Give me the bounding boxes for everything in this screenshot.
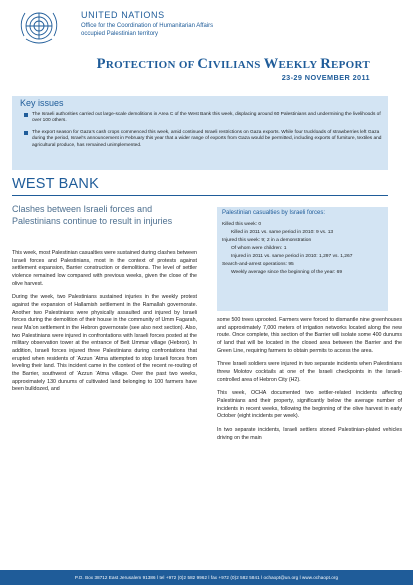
key-issues-box [12, 96, 388, 170]
footer-contact: P.O. Box 38712 East Jerusalem 91386 l tel +972 (0)2 582 9962 l fax +972 (0)2 582 5841 l ochaopt@un.org l www.ochaopt.org [74, 575, 339, 580]
un-emblem-icon [12, 6, 66, 50]
section-heading: WEST BANK [12, 176, 99, 192]
square-bullet-icon [24, 113, 28, 117]
section-divider [12, 195, 388, 196]
paragraph: some 500 trees uprooted. Farmers were forced to dismantle nine greenhouses and approximately 7,000 meters of irrigation networks located along the new route. Once complete, this section of the Barrier will isolate some 400 dunums of land that will be located in the closed area between the Barrier and the Green Line, requiring farmers to obtain permits to access the area. [217, 317, 402, 354]
casualties-title: Palestinian casualties by Israeli forces: [222, 210, 326, 216]
paragraph: During the week, two Palestinians sustained injuries in the weekly protest against the expansion of Hallamish settlement in the Ramallah governorate. Another two Palestinians were physically assaulted and injured by Israeli forces during the demolition of their house in the community of Umm Fagarah, near Ma’on settlement in the Hebron governorate (see also next section). Also, two Palestinians were injured in confrontations with Israeli forces posted at the military observation tower at the entrance of Beit Ummar village (Hebron). In addition, Israeli forces injured three Palestinians during confrontations that erupted when residents of ‘Azzun ‘Atma attempted to stop Israeli forces from leveling their land. This incident came in the context of the recent re-routing of the Barrier, southwest of ‘Azzun ‘Atma village. Over the past two weeks, approximately 130 dunums of cultivated land belonging to 100 farmers have been bulldozed, and [12, 294, 197, 393]
report-date: 23-29 NOVEMBER 2011 [281, 73, 370, 82]
paragraph: In two separate incidents, Israeli settlers stoned Palestinian-plated vehicles driving on the main [217, 426, 402, 441]
title-part: C [197, 56, 209, 72]
title-part: EPORT [330, 59, 370, 71]
casualty-line: Of whom were children: 1 [231, 246, 287, 251]
paragraph: This week, most Palestinian casualties were sustained during clashes between Israeli forces and Palestinians, most in the context of protests against settlement expansion, Barrier construction or demolitions. The level of settler violence remained low compared with previous weeks, given the close of the olive harvest. [12, 250, 197, 287]
title-part: IVILIANS [208, 59, 264, 71]
report-header [0, 0, 413, 90]
paragraph: This week, OCHA documented two settler-related incidents affecting Palestinians and their property, significantly below the average number of incidents in recent weeks, following the beginning of the olive harvest in early October (eight incidents per week). [217, 390, 402, 420]
key-issue-item [32, 112, 382, 125]
key-issue-item [32, 130, 382, 149]
title-part: R [320, 56, 331, 72]
square-bullet-icon [24, 131, 28, 135]
title-part: P [96, 56, 106, 72]
casualty-line: Injured this week: 9; 2 in a demonstration [222, 238, 312, 243]
right-column [217, 317, 402, 448]
casualty-line: Weekly average since the beginning of the year: 69 [231, 270, 343, 275]
casualty-line: Search-and-arrest operations: 95 [222, 262, 294, 267]
article-title: Clashes between Israeli forces and Palestinians continue to result in injuries [12, 204, 173, 226]
casualty-line: Killed in 2011 vs. same period in 2010: 9 vs. 13 [231, 230, 334, 235]
casualty-line: Killed this week: 0 [222, 222, 262, 227]
org-block [81, 10, 213, 38]
org-office: Office for the Coordination of Humanitarian Affairs [81, 23, 214, 29]
title-part: EEKLY [278, 59, 321, 71]
key-issue-text: The export season for Gaza’s cash crops commenced this week, amid continued Israeli restrictions on Gaza exports. While four truckloads of strawberries left Gaza during the period, Israel’s announcement in February this year that a wider range of exports from Gaza would be permitted, including exports of furniture, textiles and agricultural produce, has remained unimplemented. [32, 130, 382, 148]
key-issue-text: The Israeli authorities carried out large-scale demolitions in Area C of the West Bank this week, displacing around 60 Palestinians and undermining the livelihoods of over 100 others. [32, 112, 381, 124]
left-column [12, 250, 197, 400]
title-part: W [263, 56, 279, 72]
casualty-line: Injured in 2011 vs. same period in 2010: 1,297 vs. 1,267 [231, 254, 353, 259]
paragraph: Three Israeli soldiers were injured in two separate incidents when Palestinians threw Molotov cocktails at one of the Israeli checkpoints in the Israeli-controlled area of Hebron City (H2). [217, 361, 402, 383]
org-name: UNITED NATIONS [81, 10, 165, 20]
org-territory: occupied Palestinian territory [81, 31, 159, 37]
footer-bar [0, 570, 413, 585]
report-title [97, 56, 370, 73]
casualties-box [217, 207, 388, 311]
title-part: ROTECTION OF [105, 59, 198, 71]
key-issues-title: Key issues [20, 98, 64, 108]
